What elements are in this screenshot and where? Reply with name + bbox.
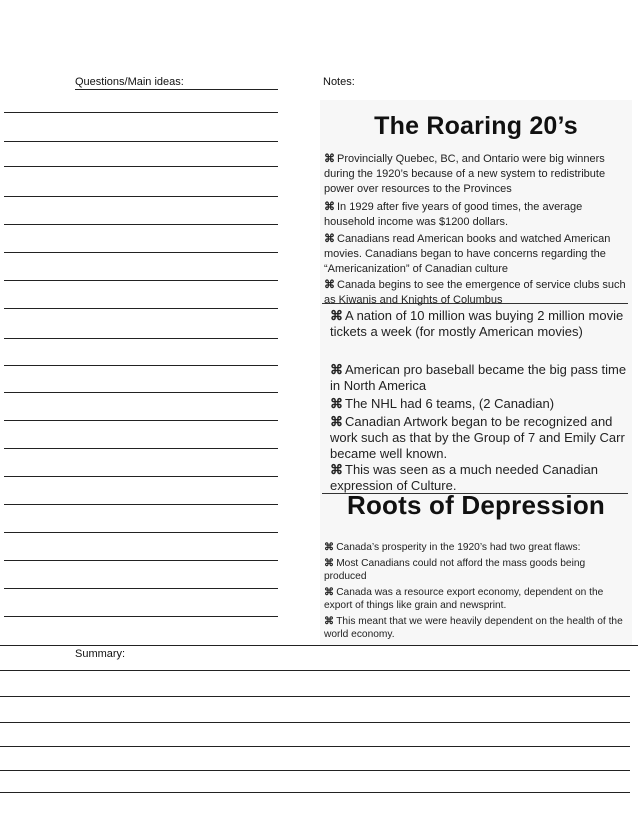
question-line[interactable] xyxy=(4,504,278,505)
question-line[interactable] xyxy=(4,616,278,617)
bullet-icon: ⌘ xyxy=(330,308,343,323)
bullet-icon: ⌘ xyxy=(324,279,335,291)
bullet-world-economy: ⌘ This meant that we were heavily dependent on the health of the world economy. xyxy=(324,616,623,640)
summary-line[interactable] xyxy=(0,696,630,697)
question-line[interactable] xyxy=(4,476,278,477)
bullet-icon: ⌘ xyxy=(324,587,335,598)
summary-line[interactable] xyxy=(0,670,630,671)
bullet-icon: ⌘ xyxy=(324,558,335,569)
bullet-mass-goods: ⌘ Most Canadians could not afford the mass goods being produced xyxy=(324,558,586,582)
bullet-service-clubs: ⌘ Canada begins to see the emergence of service clubs such as Kiwanis and Knights of Columbus xyxy=(324,279,626,306)
question-line[interactable] xyxy=(4,588,278,589)
bullet-icon: ⌘ xyxy=(330,362,343,377)
section-divider xyxy=(322,303,628,304)
bullet-icon: ⌘ xyxy=(324,233,335,245)
bullet-icon: ⌘ xyxy=(324,201,335,213)
summary-line[interactable] xyxy=(0,722,630,723)
bullet-americanization: ⌘ Canadians read American books and watched American movies. Canadians began to have concerns regarding the “Americanization” of Canadian culture xyxy=(324,233,611,275)
notes-panel xyxy=(320,100,632,646)
bullet-artwork: ⌘ Canadian Artwork began to be recognized and work such as that by the Group of 7 and Emily Carr became well known. xyxy=(330,414,625,461)
question-line[interactable] xyxy=(4,448,278,449)
question-line[interactable] xyxy=(4,224,278,225)
bullet-household-income: ⌘ In 1929 after five years of good times, the average household income was $1200 dollars. xyxy=(324,201,583,228)
summary-line[interactable] xyxy=(0,770,630,771)
bullet-icon: ⌘ xyxy=(330,414,343,429)
bullet-two-flaws: ⌘ Canada’s prosperity in the 1920’s had two great flaws: xyxy=(324,542,581,553)
bullet-baseball: ⌘ American pro baseball became the big pass time in North America xyxy=(330,362,627,393)
bullet-icon: ⌘ xyxy=(324,153,335,165)
summary-line[interactable] xyxy=(0,746,630,747)
bullet-icon: ⌘ xyxy=(330,396,343,411)
bullet-icon: ⌘ xyxy=(330,462,343,477)
summary-top-rule xyxy=(0,645,638,646)
bullet-icon: ⌘ xyxy=(324,616,335,627)
question-line[interactable] xyxy=(4,532,278,533)
summary-line[interactable] xyxy=(0,792,630,793)
questions-label: Questions/Main ideas: xyxy=(75,76,184,88)
question-line[interactable] xyxy=(4,338,278,339)
notes-title-roots-of-depression: Roots of Depression xyxy=(346,490,606,520)
summary-label: Summary: xyxy=(75,648,126,660)
bullet-provinces: ⌘ Provincially Quebec, BC, and Ontario were big winners during the 1920’s because of a new system to redistribute power over resources to the Provinces xyxy=(324,153,606,195)
question-line[interactable] xyxy=(75,89,278,90)
question-line[interactable] xyxy=(4,252,278,253)
bullet-movie-tickets: ⌘ A nation of 10 million was buying 2 million movie tickets a week (for mostly American movies) xyxy=(330,308,624,339)
question-line[interactable] xyxy=(4,365,278,366)
question-line[interactable] xyxy=(4,308,278,309)
question-line[interactable] xyxy=(4,420,278,421)
bullet-resource-export: ⌘ Canada was a resource export economy, dependent on the export of things like grain and newsprint. xyxy=(324,587,604,611)
question-line[interactable] xyxy=(4,112,278,113)
bullet-canadian-culture: ⌘ This was seen as a much needed Canadian expression of Culture. xyxy=(330,462,598,493)
bullet-icon: ⌘ xyxy=(324,542,335,553)
bullet-nhl: ⌘ The NHL had 6 teams, (2 Canadian) xyxy=(330,396,555,411)
question-line[interactable] xyxy=(4,141,278,142)
question-line[interactable] xyxy=(4,196,278,197)
question-line[interactable] xyxy=(4,560,278,561)
question-line[interactable] xyxy=(4,280,278,281)
notes-title-roaring-20s: The Roaring 20’s xyxy=(374,112,578,140)
notes-label: Notes: xyxy=(323,76,355,88)
question-line[interactable] xyxy=(4,392,278,393)
question-line[interactable] xyxy=(4,166,278,167)
